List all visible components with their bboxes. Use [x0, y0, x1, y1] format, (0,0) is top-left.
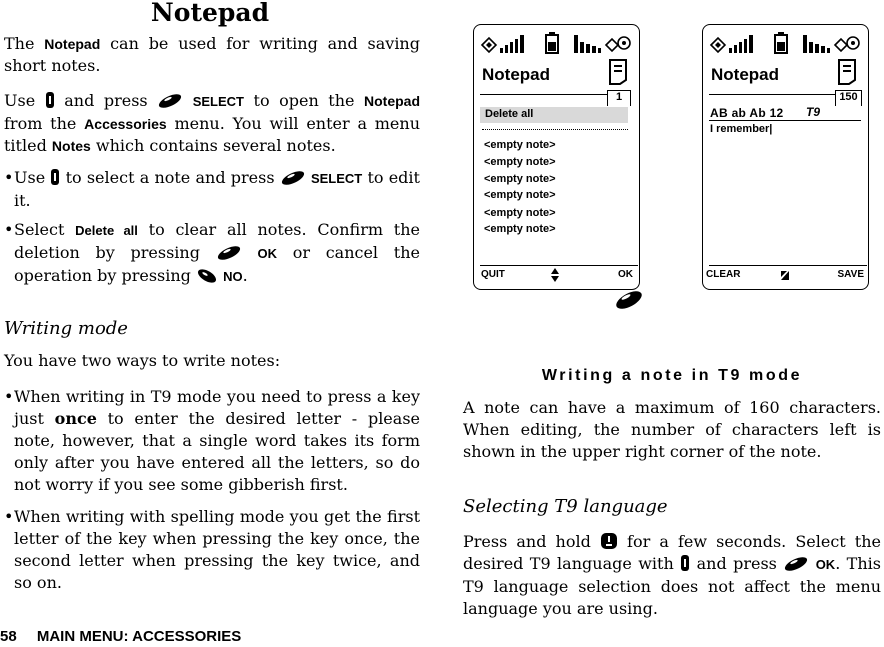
text: Press and hold	[463, 532, 591, 551]
signal-icon	[482, 35, 524, 53]
bullet: •	[4, 387, 14, 406]
message-icon	[606, 37, 630, 51]
delete-all-item[interactable]: Delete all	[485, 108, 534, 120]
text: and press	[696, 554, 777, 573]
battery-icon	[546, 32, 558, 53]
save-softkey[interactable]: SAVE	[837, 269, 864, 280]
intro-paragraph	[4, 33, 420, 77]
text: When writing in T9 mode you need to press a key just	[14, 387, 420, 428]
chars-left-counter: 150	[835, 90, 862, 106]
navigation-key-icon	[50, 168, 60, 186]
text: which contains several notes.	[95, 136, 336, 155]
notes-keyword: Notes	[51, 138, 91, 154]
divider	[480, 265, 638, 266]
section-name: MAIN MENU: ACCESSORIES	[36, 628, 242, 645]
list-item	[4, 386, 420, 496]
status-bar-icons	[480, 31, 636, 57]
text: and press	[64, 91, 148, 110]
t9-section-heading: Writing a note in T9 mode	[541, 367, 803, 384]
text: to select a note and press	[65, 168, 275, 187]
t9-indicator: T9	[806, 105, 821, 119]
divider	[709, 265, 867, 266]
note-text[interactable]: I remember|	[710, 123, 773, 135]
intro-text-2: can be used for writing and saving short notes.	[4, 34, 420, 75]
softkey-left-icon	[783, 556, 809, 572]
text: from the	[4, 114, 77, 133]
page-title: Notepad	[150, 0, 270, 27]
list-item	[4, 167, 420, 212]
open-notepad-paragraph	[4, 90, 420, 157]
softkey-left-icon	[614, 289, 644, 311]
screen-title: Notepad	[482, 65, 550, 84]
text: menu. You will enter a menu titled	[4, 114, 421, 155]
phone-screen-notes-list	[473, 24, 640, 290]
text: to clear all notes. Confirm the deletion by pressing	[14, 220, 420, 262]
softkey-left-icon	[280, 170, 306, 186]
text: to enter the desired letter - please note, however, that a single word takes its form only after you have entered all the letters, so do not worry if you see some gibberish first.	[14, 409, 420, 494]
t9-language-paragraph	[463, 531, 881, 620]
text: for a few seconds. Select the desired T9 language with	[463, 532, 882, 573]
text: Use	[4, 91, 36, 110]
hash-key-icon	[600, 532, 618, 550]
bullet: •	[4, 168, 14, 187]
battery-level-icon	[803, 35, 830, 53]
notepad-icon	[608, 58, 630, 86]
writing-intro: You have two ways to write notes:	[4, 351, 281, 370]
screen-title: Notepad	[711, 65, 779, 84]
softkey-left-icon	[216, 245, 242, 261]
dotted-divider	[482, 129, 628, 130]
softkey-left-icon	[157, 93, 183, 109]
t9-paragraph: A note can have a maximum of 160 characters. When editing, the number of characters left is shown in the upper right corner of the note.	[463, 398, 881, 461]
text: Use	[14, 168, 46, 187]
notepad-keyword: Notepad	[364, 93, 421, 109]
t9-language-heading: Selecting T9 language	[463, 496, 668, 517]
page-number: 58	[0, 628, 17, 645]
softkey-right-icon	[196, 268, 218, 284]
ok-label: OK	[257, 246, 277, 261]
text: to edit it.	[14, 168, 420, 210]
ok-label: OK	[815, 557, 836, 572]
bullet: •	[4, 220, 14, 239]
text: .	[242, 266, 248, 285]
highlight-bar[interactable]	[480, 107, 628, 123]
navigation-key-icon	[680, 554, 690, 572]
list-item	[4, 219, 420, 288]
quit-softkey[interactable]: QUIT	[481, 269, 505, 280]
list-item[interactable]: <empty note>	[484, 223, 556, 235]
phone-screen-note-editor	[702, 24, 869, 290]
select-label: SELECT	[310, 171, 363, 186]
page-footer	[0, 628, 241, 645]
select-label: SELECT	[192, 94, 244, 109]
battery-icon	[775, 32, 787, 53]
scroll-arrows-icon	[550, 267, 560, 283]
no-label: NO	[223, 269, 243, 284]
delete-all-keyword: Delete all	[75, 223, 138, 238]
edit-cursor-icon	[780, 270, 790, 281]
once-keyword: once	[54, 409, 97, 428]
navigation-key-icon	[45, 91, 55, 109]
status-bar-icons	[709, 31, 865, 57]
ok-softkey[interactable]: OK	[618, 269, 633, 280]
clear-softkey[interactable]: CLEAR	[706, 269, 741, 280]
text: Select	[14, 220, 65, 239]
accessories-keyword: Accessories	[84, 116, 167, 132]
item-counter: 1	[607, 90, 631, 106]
signal-icon	[711, 35, 753, 53]
text: or cancel the operation by pressing	[14, 243, 420, 285]
list-item[interactable]: <empty note>	[484, 207, 556, 219]
bullet: •	[4, 507, 14, 526]
message-icon	[835, 37, 859, 51]
list-item	[4, 506, 420, 594]
list-item[interactable]: <empty note>	[484, 156, 556, 168]
notepad-keyword: Notepad	[44, 36, 101, 52]
notepad-icon	[837, 58, 859, 86]
divider	[709, 120, 861, 121]
text: When writing with spelling mode you get the first letter of the key when pressing the key once, the second letter when pressing the key twice, and so on.	[14, 507, 420, 592]
list-item[interactable]: <empty note>	[484, 139, 556, 151]
writing-mode-heading: Writing mode	[4, 318, 128, 339]
input-mode-indicator: AB ab Ab 12	[710, 106, 784, 120]
divider	[480, 94, 628, 95]
list-item[interactable]: <empty note>	[484, 173, 556, 185]
intro-text: The	[4, 34, 35, 53]
battery-level-icon	[574, 35, 601, 53]
text: to open the	[253, 91, 355, 110]
text: . This T9 language selection does not affect the menu language you are using.	[463, 554, 881, 618]
list-item[interactable]: <empty note>	[484, 189, 556, 201]
